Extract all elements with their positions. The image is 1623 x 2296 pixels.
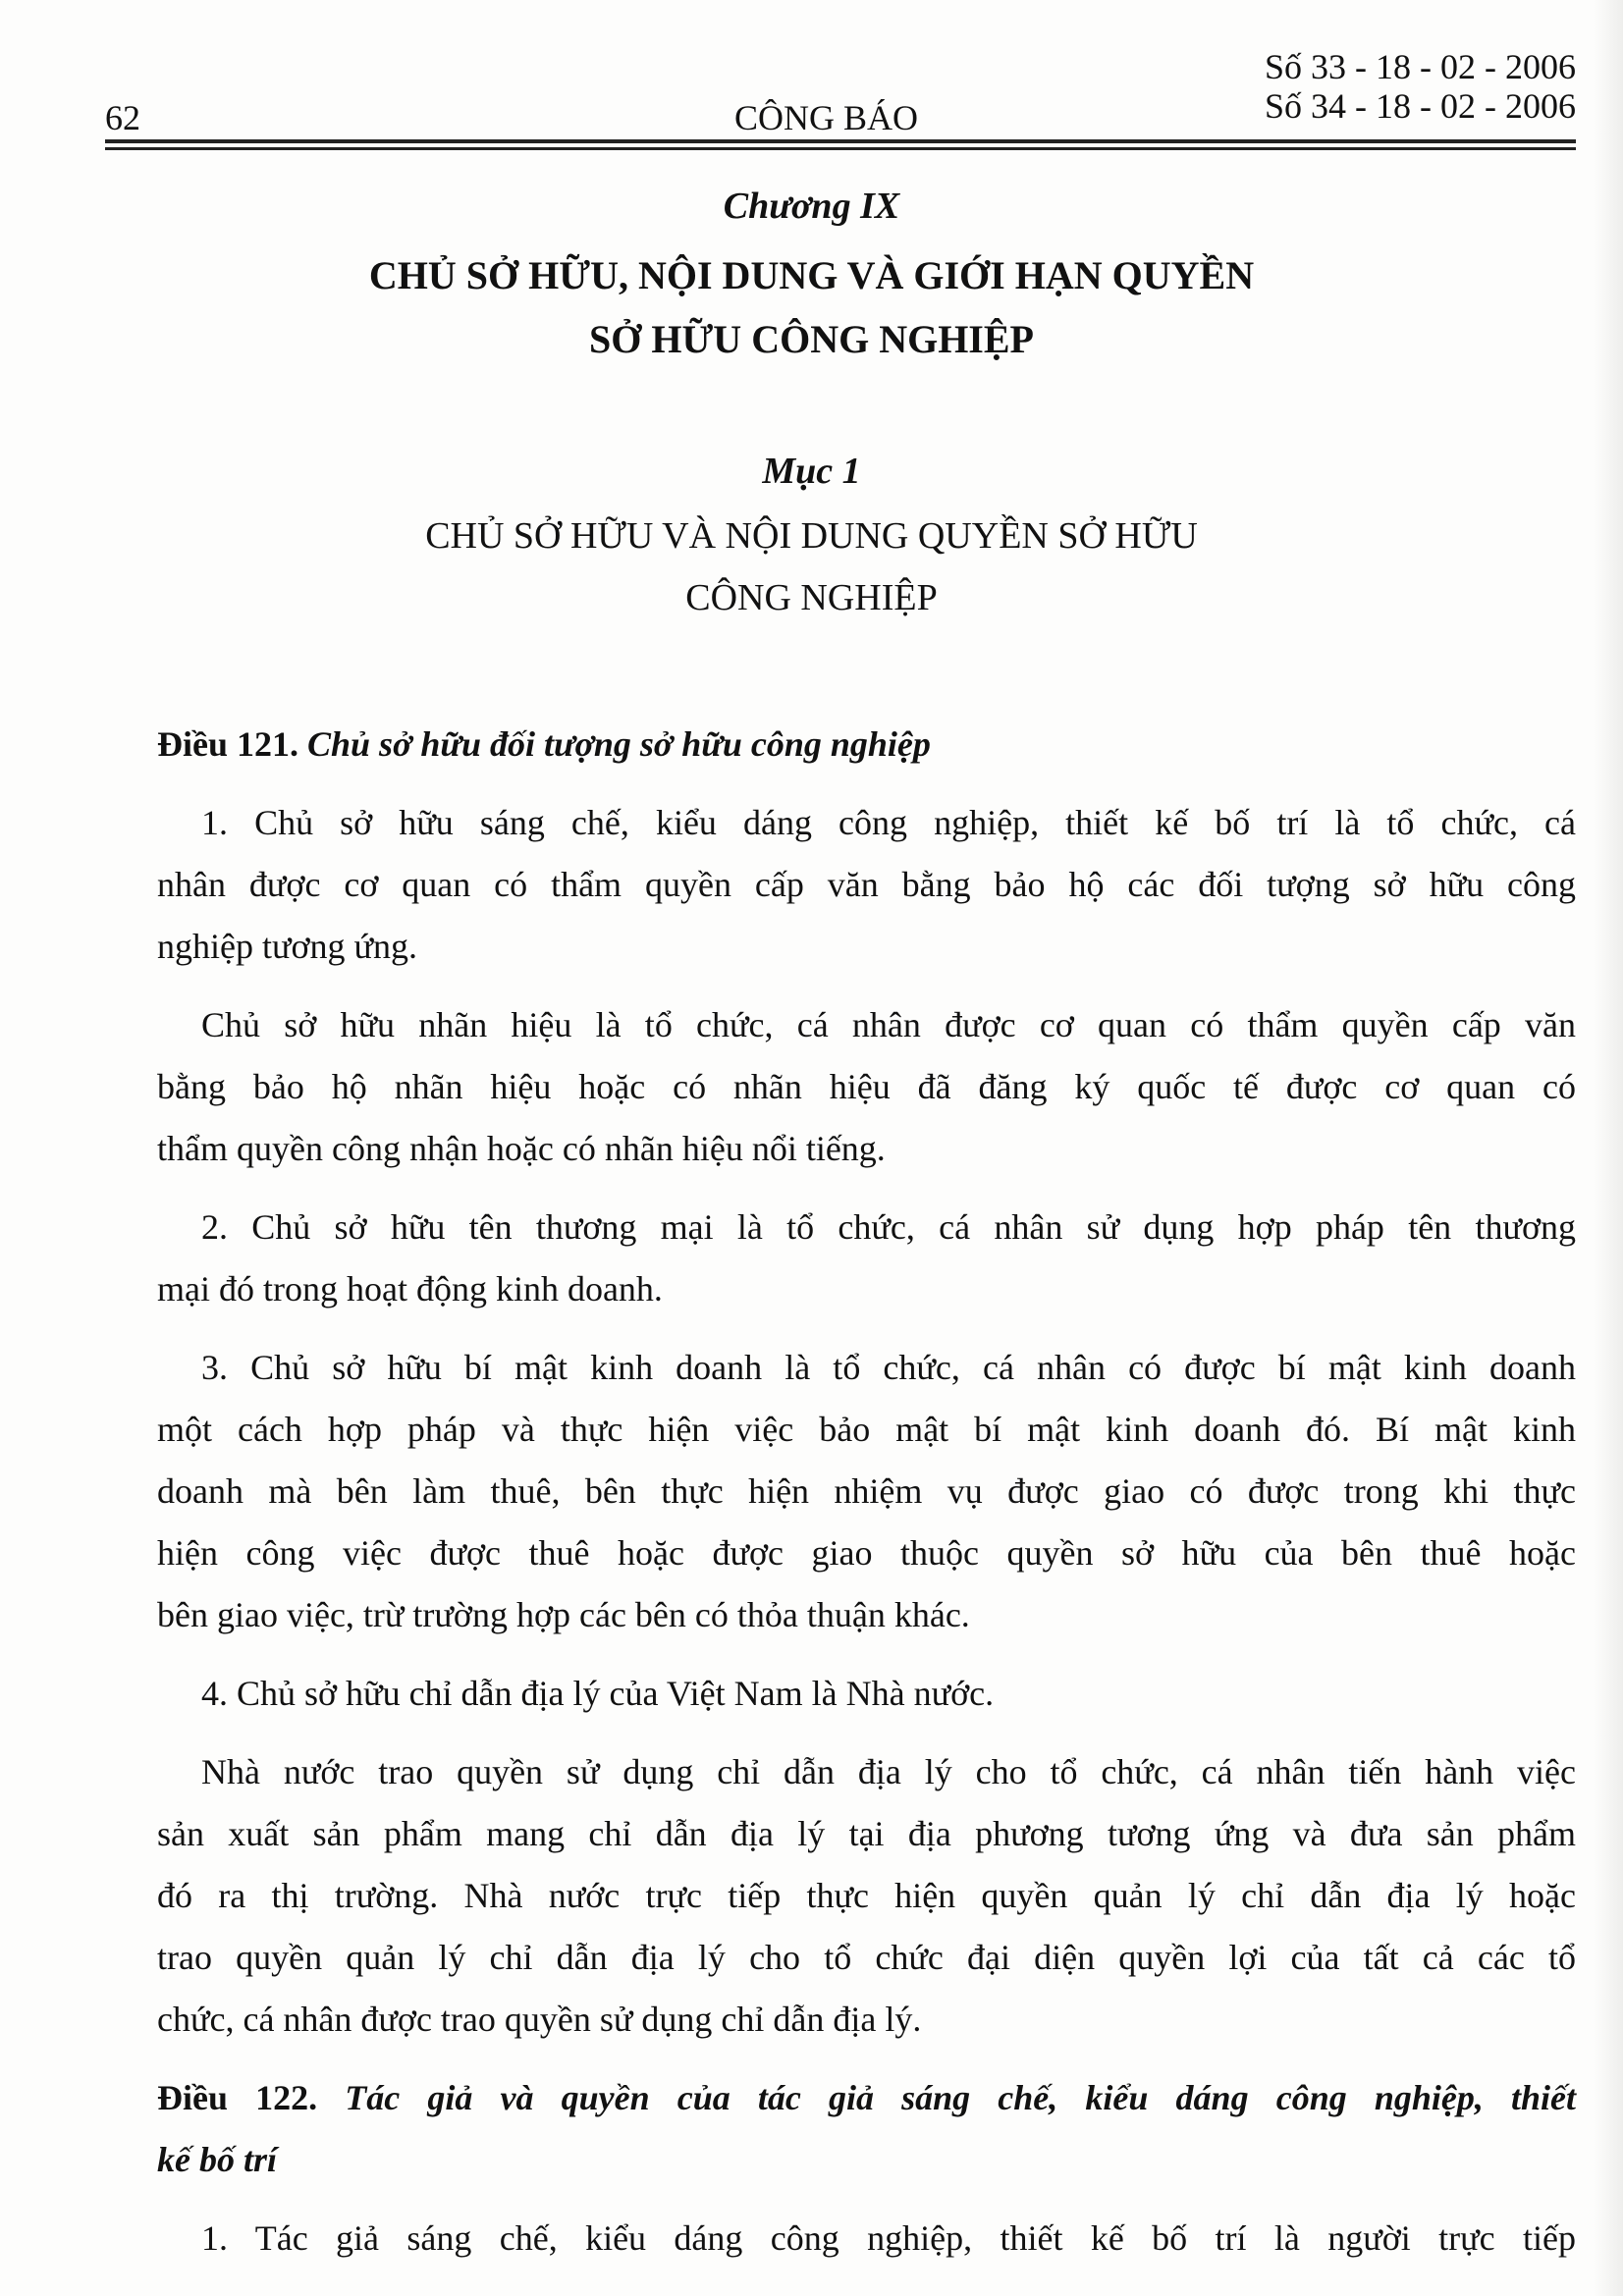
article-122-heading	[157, 2067, 1576, 2191]
text-line: trao quyền quản lý chỉ dẫn địa lý cho tổ chức đại diện quyền lợi của tất cả các tổ	[157, 1938, 1576, 1977]
text-line: bằng bảo hộ nhãn hiệu hoặc có nhãn hiệu đã đăng ký quốc tế được cơ quan có	[157, 1067, 1576, 1106]
text-line: 1. Tác giả sáng chế, kiểu dáng công nghiệp, thiết kế bố trí là người trực tiếp	[201, 2218, 1576, 2258]
chapter-title-line: CHỦ SỞ HỮU, NỘI DUNG VÀ GIỚI HẠN QUYỀN	[368, 253, 1255, 297]
text-line: 2. Chủ sở hữu tên thương mại là tổ chức, cá nhân sử dụng hợp pháp tên thương	[201, 1207, 1576, 1247]
text-line: sản xuất sản phẩm mang chỉ dẫn địa lý tại địa phương tương ứng và đưa sản phẩm	[157, 1814, 1576, 1853]
paragraph	[157, 792, 1576, 978]
chapter-title	[0, 243, 1623, 371]
article-title: kế bố trí	[157, 2140, 277, 2179]
document-body	[157, 714, 1576, 2286]
header-rule	[105, 139, 1576, 143]
page-number: 62	[105, 98, 140, 137]
text-line: đó ra thị trường. Nhà nước trực tiếp thực hiện quyền quản lý chỉ dẫn địa lý hoặc	[157, 1876, 1576, 1915]
section-title-line: CÔNG NGHIỆP	[685, 577, 938, 618]
text-line: nghiệp tương ứng.	[157, 927, 418, 966]
chapter-title-line: SỞ HỮU CÔNG NGHIỆP	[589, 317, 1034, 361]
text-line: 3. Chủ sở hữu bí mật kinh doanh là tổ chức, cá nhân có được bí mật kinh doanh	[201, 1348, 1576, 1387]
issue-line: Số 33 - 18 - 02 - 2006	[1265, 47, 1576, 86]
text-line: thẩm quyền công nhận hoặc có nhãn hiệu nổi tiếng.	[157, 1129, 886, 1168]
chapter-label: Chương IX	[723, 186, 900, 227]
paragraph	[157, 1197, 1576, 1320]
text-line: Chủ sở hữu nhãn hiệu là tổ chức, cá nhân được cơ quan có thẩm quyền cấp văn	[201, 1005, 1576, 1044]
text-line: một cách hợp pháp và thực hiện việc bảo mật bí mật kinh doanh đó. Bí mật kinh	[157, 1410, 1576, 1449]
issue-line: Số 34 - 18 - 02 - 2006	[1265, 86, 1576, 126]
text-line: Nhà nước trao quyền sử dụng chỉ dẫn địa lý cho tổ chức, cá nhân tiến hành việc	[201, 1752, 1576, 1791]
section-title-line: CHỦ SỞ HỮU VÀ NỘI DUNG QUYỀN SỞ HỮU	[425, 515, 1198, 557]
text-line: chức, cá nhân được trao quyền sử dụng chỉ dẫn địa lý.	[157, 2000, 922, 2039]
article-number: Điều 121.	[157, 724, 298, 764]
paragraph	[157, 1337, 1576, 1646]
text-line: hiện công việc được thuê hoặc được giao thuộc quyền sở hữu của bên thuê hoặc	[157, 1533, 1576, 1573]
issue-numbers	[1265, 47, 1576, 126]
paragraph	[157, 2208, 1576, 2269]
article-title: Chủ sở hữu đối tượng sở hữu công nghiệp	[307, 724, 931, 764]
article-122-content	[157, 2208, 1576, 2269]
text-line: mại đó trong hoạt động kinh doanh.	[157, 1269, 663, 1308]
article-121-content	[157, 792, 1576, 2051]
text-line: bên giao việc, trừ trường hợp các bên có thỏa thuận khác.	[157, 1595, 970, 1634]
gazette-name: CÔNG BÁO	[733, 98, 918, 137]
text-line: nhân được cơ quan có thẩm quyền cấp văn bằng bảo hộ các đối tượng sở hữu công	[157, 865, 1576, 904]
text-line: doanh mà bên làm thuê, bên thực hiện nhiệm vụ được giao có được trong khi thực	[157, 1471, 1576, 1511]
paragraph	[157, 1741, 1576, 2051]
section-label: Mục 1	[762, 451, 861, 492]
paragraph	[157, 1663, 1576, 1725]
article-number: Điều 122.	[157, 2078, 318, 2117]
section-title	[0, 506, 1623, 629]
article-title: Tác giả và quyền của tác giả sáng chế, kiểu dáng công nghiệp, thiết	[345, 2078, 1577, 2117]
text-line: 4. Chủ sở hữu chỉ dẫn địa lý của Việt Nam là Nhà nước.	[201, 1674, 995, 1713]
header-rule	[105, 147, 1576, 150]
text-line: 1. Chủ sở hữu sáng chế, kiểu dáng công nghiệp, thiết kế bố trí là tổ chức, cá	[201, 803, 1576, 842]
article-121-heading	[157, 714, 1576, 775]
paragraph	[157, 994, 1576, 1180]
